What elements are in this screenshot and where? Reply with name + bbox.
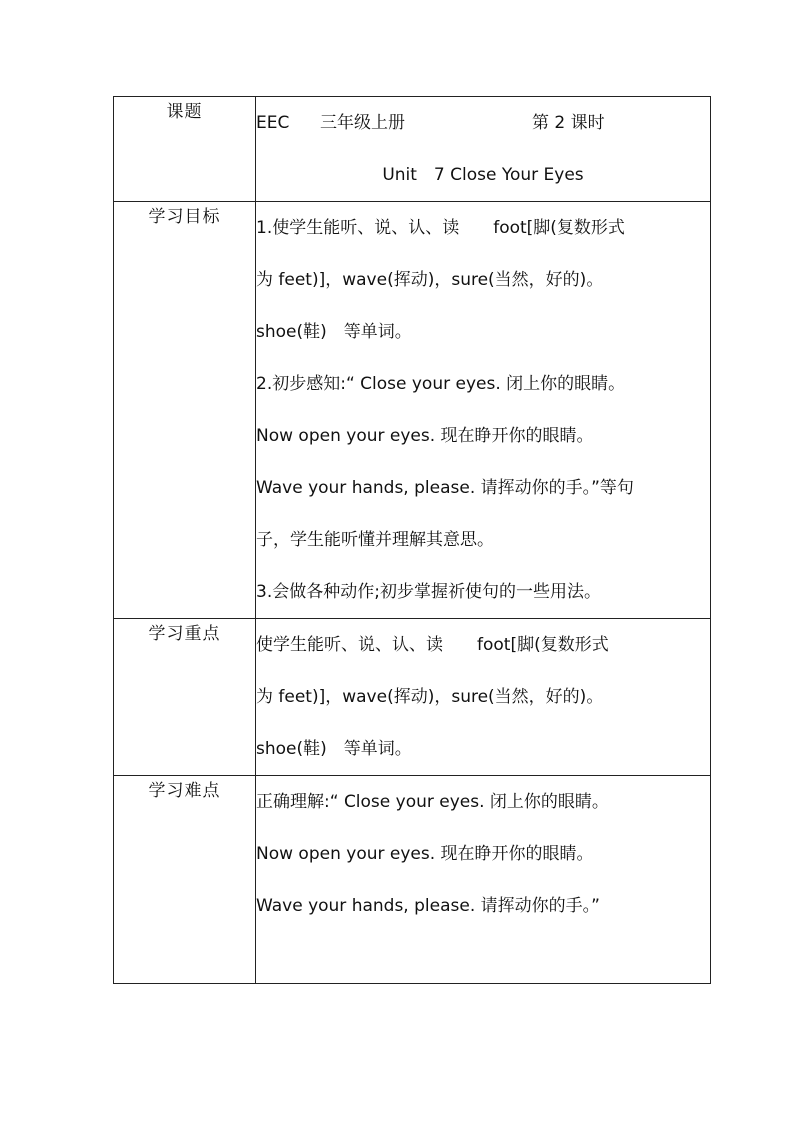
unit-title: Unit 7 Close Your Eyes	[382, 165, 584, 185]
title-line-1	[256, 97, 710, 149]
goals-line: Wave your hands, please. 请挥动你的手。”等句	[256, 478, 634, 498]
goals-content	[256, 202, 711, 619]
difficulties-content	[256, 776, 711, 984]
key-points-label: 学习重点	[114, 619, 256, 776]
difficulties-line: Wave your hands, please. 请挥动你的手。”	[256, 896, 600, 916]
grade-volume: 三年级上册	[320, 113, 405, 133]
difficulties-line: 正确理解:“ Close your eyes. 闭上你的眼睛。	[256, 792, 609, 812]
goals-line: 1.使学生能听、说、认、读 foot[脚(复数形式	[256, 218, 625, 238]
goals-line: 子，学生能听懂并理解其意思。	[256, 530, 494, 550]
key-points-line: shoe(鞋) 等单词。	[256, 739, 412, 759]
lesson-number: 第 2 课时	[532, 113, 605, 133]
key-points-row	[114, 619, 711, 776]
goals-label: 学习目标	[114, 202, 256, 619]
key-points-line: 使学生能听、说、认、读 foot[脚(复数形式	[256, 635, 609, 655]
title-row	[114, 97, 711, 202]
key-points-line: 为 feet)]，wave(挥动)，sure(当然，好的)。	[256, 687, 604, 707]
goals-line: 3.会做各种动作;初步掌握祈使句的一些用法。	[256, 582, 601, 602]
goals-line: Now open your eyes. 现在睁开你的眼睛。	[256, 426, 594, 446]
goals-line: 为 feet)]，wave(挥动)，sure(当然，好的)。	[256, 270, 604, 290]
title-label: 课题	[114, 97, 256, 202]
difficulties-label: 学习难点	[114, 776, 256, 984]
course-name: EEC	[256, 113, 290, 133]
difficulties-row	[114, 776, 711, 984]
title-content	[256, 97, 711, 202]
lesson-plan-table	[113, 96, 711, 984]
goals-line: shoe(鞋) 等单词。	[256, 322, 412, 342]
difficulties-line: Now open your eyes. 现在睁开你的眼睛。	[256, 844, 594, 864]
key-points-content	[256, 619, 711, 776]
goals-row	[114, 202, 711, 619]
goals-line: 2.初步感知:“ Close your eyes. 闭上你的眼睛。	[256, 374, 626, 394]
